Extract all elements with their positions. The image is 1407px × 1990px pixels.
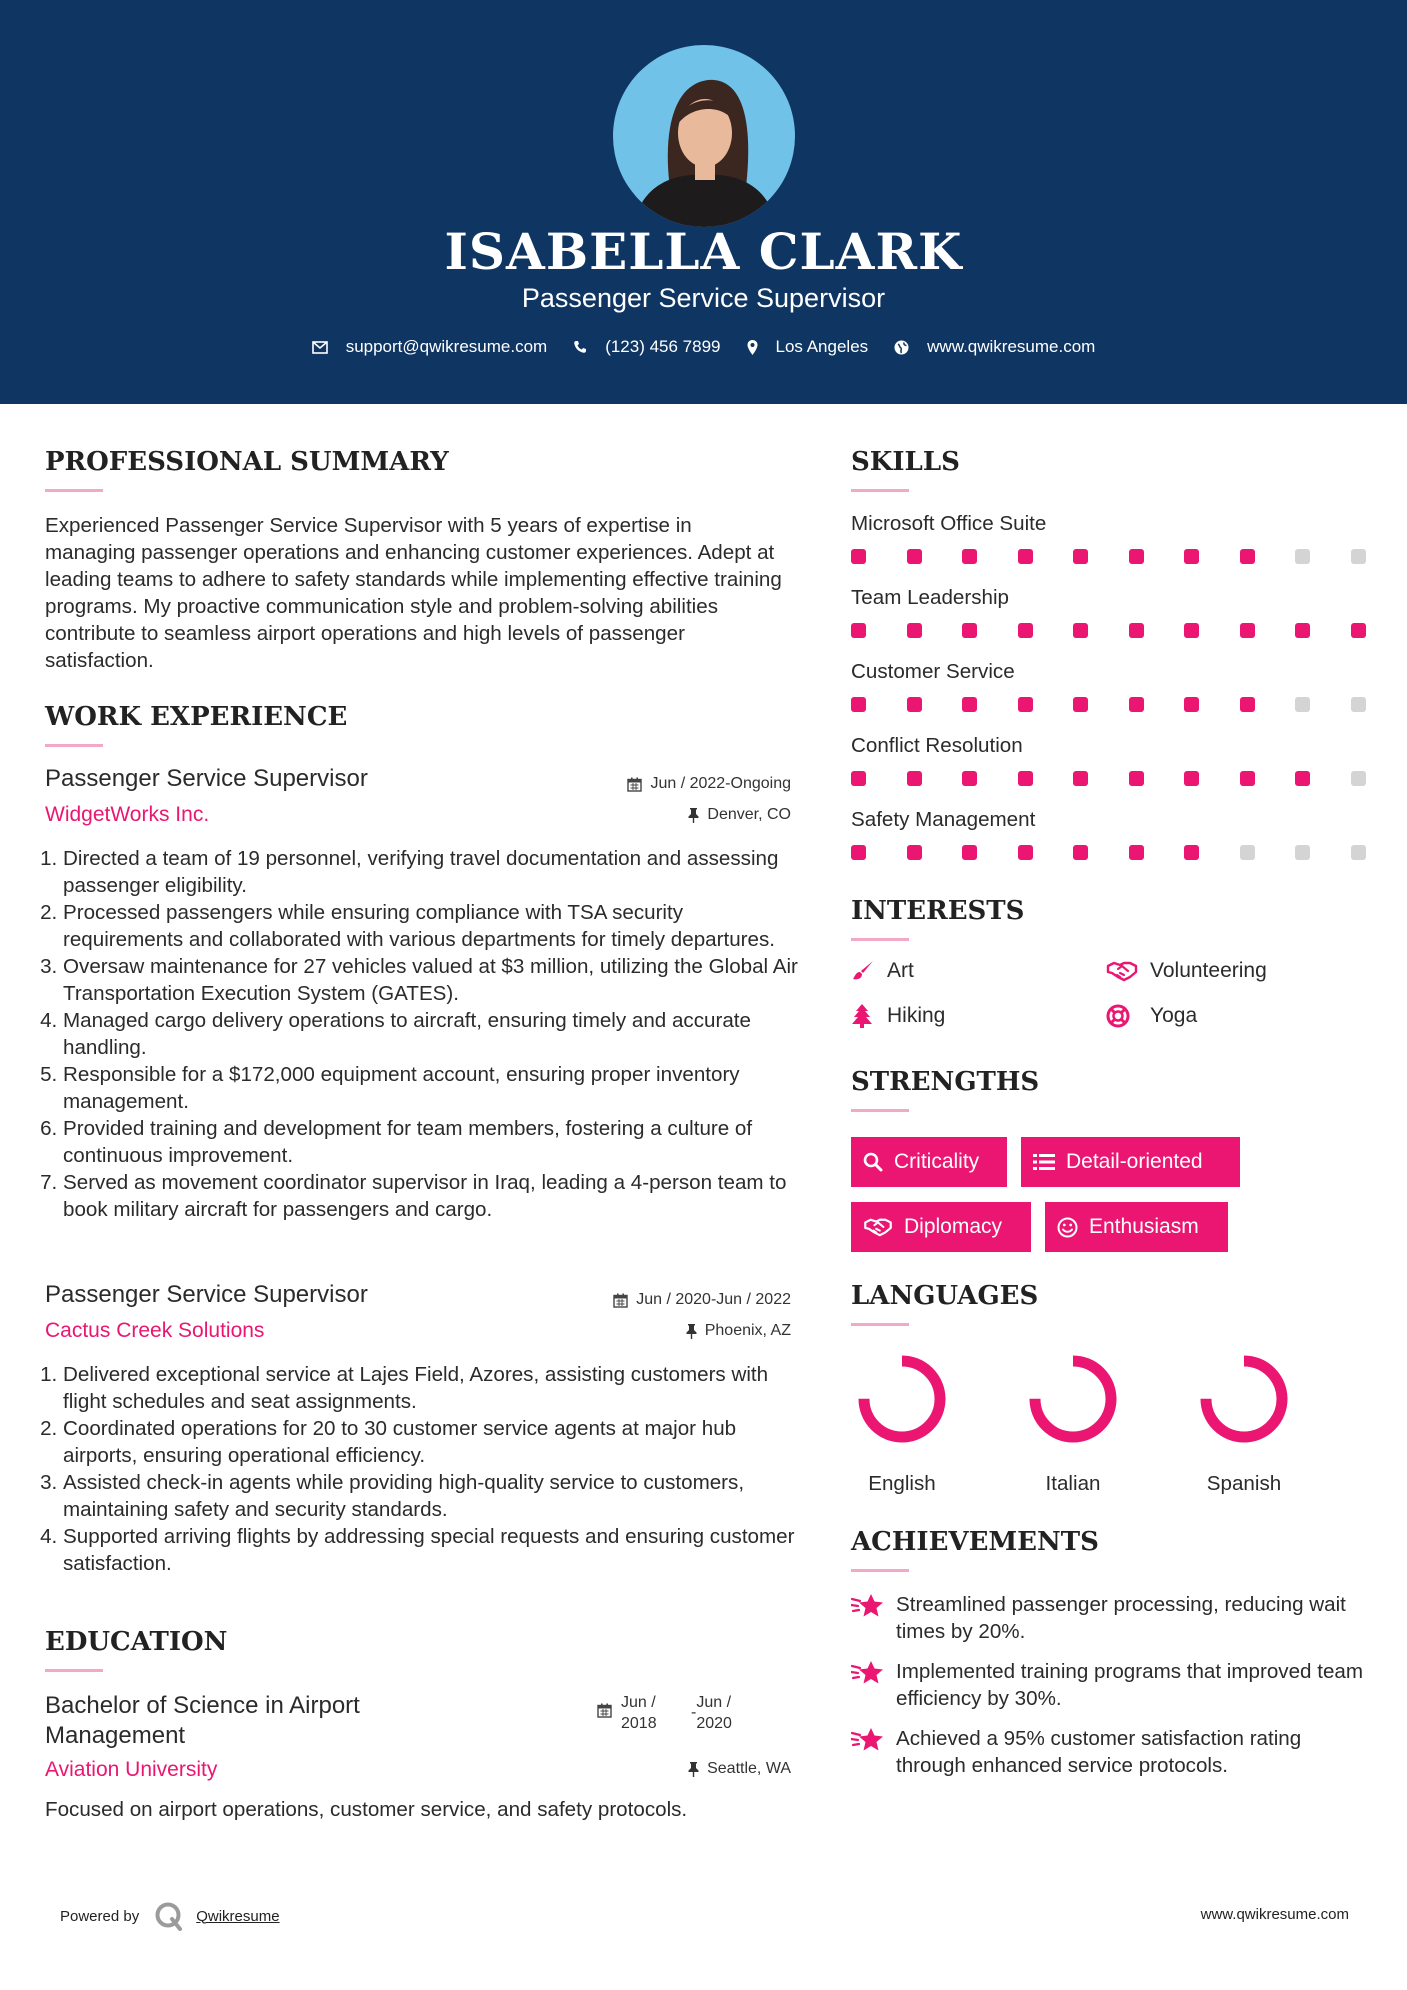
skill-dot-filled (1018, 623, 1033, 638)
location-pin-icon (747, 340, 758, 355)
skill-dot-filled (1240, 623, 1255, 638)
skill-dot-filled (1240, 771, 1255, 786)
language-item (1194, 1349, 1294, 1496)
qwikresume-link[interactable]: Qwikresume (196, 1907, 280, 1925)
list-item: 2. Processed passengers while ensuring compliance with TSA security requirements and collaborated with various departments for timely departures. (63, 899, 808, 953)
candidate-role: Passenger Service Supervisor (521, 283, 886, 313)
education-dates (597, 1692, 746, 1734)
skill-dot-filled (1129, 697, 1144, 712)
skill-dot-empty (1295, 845, 1310, 860)
company-name: Cactus Creek Solutions (45, 1319, 265, 1342)
skill-dot-filled (1018, 771, 1033, 786)
contact-website-text: www.qwikresume.com (927, 337, 1096, 356)
interest-art (851, 959, 914, 983)
education-start (621, 1692, 691, 1734)
job-dates-text: Jun / 2020-Jun / 2022 (636, 1291, 791, 1308)
skill-dot-empty (1240, 845, 1255, 860)
job-title: Passenger Service Supervisor (45, 765, 368, 792)
skill-dot-filled (1129, 771, 1144, 786)
language-ring (1023, 1349, 1123, 1449)
strength-label: Detail-oriented (1066, 1150, 1203, 1173)
skill-dot-filled (1018, 697, 1033, 712)
job-bullets (45, 1361, 808, 1577)
experience-rule (45, 744, 103, 747)
strength-tag-enthusiasm (1045, 1202, 1228, 1252)
list-item: 4. Supported arriving flights by addressing special requests and ensuring customer satisfaction. (63, 1523, 808, 1577)
job-title: Passenger Service Supervisor (45, 1281, 368, 1308)
list-icon (1033, 1153, 1055, 1171)
contact-phone[interactable] (573, 337, 720, 357)
calendar-icon (597, 1703, 612, 1718)
skill-level-dots (851, 623, 1406, 638)
skill-dot-filled (1351, 623, 1366, 638)
strengths-rule (851, 1109, 909, 1112)
skill-dot-filled (851, 771, 866, 786)
achievement-item (851, 1658, 1371, 1712)
interest-yoga (1106, 1004, 1197, 1028)
skill-dot-filled (907, 771, 922, 786)
paintbrush-icon (851, 959, 875, 983)
contact-email[interactable] (312, 337, 548, 357)
skill-dot-empty (1295, 549, 1310, 564)
language-level-arc (864, 1361, 940, 1437)
skill-dot-filled (1295, 771, 1310, 786)
education-description: Focused on airport operations, customer service, and safety protocols. (45, 1798, 688, 1821)
star-icon (851, 1727, 885, 1779)
skill-dot-empty (1351, 697, 1366, 712)
powered-by-text: Powered by (60, 1907, 140, 1925)
summary-rule (45, 489, 103, 492)
strengths-heading: STRENGTHS (851, 1067, 1040, 1097)
skill-dot-filled (907, 549, 922, 564)
skill-level-dots (851, 771, 1406, 786)
skill-dot-empty (1295, 697, 1310, 712)
contact-bar (0, 337, 1407, 357)
skill-dot-filled (962, 845, 977, 860)
skill-name: Team Leadership (851, 586, 1009, 609)
job-bullets (45, 845, 808, 1223)
skill-dot-filled (1018, 549, 1033, 564)
skill-dot-filled (1129, 845, 1144, 860)
summary-text: Experienced Passenger Service Supervisor with 5 years of expertise in managing passenger operations and enhancing customer experiences. Adept at leading teams to adhere to safety standards while implementing effective training programs. My proactive communication style and problem-solving abilities contribute to seamless airport operations and high levels of passenger satisfaction. (45, 514, 782, 672)
list-item: 7. Served as movement coordinator supervisor in Iraq, leading a 4-person team to book military aircraft for passengers and cargo. (63, 1169, 808, 1223)
education-rule (45, 1669, 103, 1672)
skill-dot-filled (1240, 549, 1255, 564)
contact-location-text: Los Angeles (775, 337, 869, 356)
education-heading: EDUCATION (45, 1627, 228, 1657)
interest-label: Hiking (887, 1004, 946, 1027)
contact-location (747, 337, 869, 357)
lifebuoy-icon (1106, 1004, 1138, 1028)
language-level-arc (1206, 1361, 1282, 1437)
calendar-icon (613, 1293, 628, 1308)
interests-rule (851, 938, 909, 941)
skills-rule (851, 489, 909, 492)
calendar-icon (627, 777, 642, 792)
envelope-icon (312, 341, 328, 354)
education-end (696, 1692, 746, 1734)
skill-dot-filled (1129, 549, 1144, 564)
search-icon (863, 1152, 883, 1172)
skill-dot-filled (851, 845, 866, 860)
skill-level-dots (851, 549, 1406, 564)
list-item: 1. Delivered exceptional service at Lajes Field, Azores, assisting customers with flight schedules and seat assignments. (63, 1361, 808, 1415)
skill-dot-filled (907, 845, 922, 860)
education-start-year: 2018 (621, 1715, 657, 1732)
language-level-arc (1035, 1361, 1111, 1437)
list-item: 3. Oversaw maintenance for 27 vehicles valued at $3 million, utilizing the Global Air Transportation Execution System (GATES). (63, 953, 808, 1007)
achievements-heading: ACHIEVEMENTS (851, 1527, 1099, 1557)
language-name: English (868, 1472, 936, 1495)
skill-dot-empty (1351, 549, 1366, 564)
skill-dot-filled (1018, 845, 1033, 860)
language-name: Spanish (1206, 1472, 1282, 1495)
smile-icon (1057, 1217, 1078, 1238)
skill-dot-filled (1184, 549, 1199, 564)
pushpin-icon (686, 1324, 697, 1339)
interest-label: Art (887, 959, 914, 982)
achievement-item (851, 1591, 1371, 1645)
skill-dot-filled (1184, 623, 1199, 638)
qwikresume-logo-icon (154, 1901, 184, 1931)
skill-dot-filled (907, 623, 922, 638)
achievement-text: Achieved a 95% customer satisfaction rating through enhanced service protocols. (896, 1727, 1302, 1777)
achievement-item (851, 1725, 1371, 1779)
skill-dot-filled (1073, 549, 1088, 564)
degree-title: Bachelor of Science in Airport Management (45, 1692, 360, 1749)
list-item: 4. Managed cargo delivery operations to aircraft, ensuring timely and accurate handling. (63, 1007, 808, 1061)
skill-dot-filled (1073, 771, 1088, 786)
pushpin-icon (688, 1762, 699, 1777)
interest-label: Yoga (1150, 1004, 1198, 1027)
skill-dot-filled (1073, 697, 1088, 712)
language-item (1023, 1349, 1123, 1496)
skill-name: Microsoft Office Suite (851, 512, 1047, 535)
language-name: Italian (1045, 1472, 1101, 1495)
skill-dot-filled (1184, 697, 1199, 712)
footer-powered-by (60, 1901, 280, 1931)
skill-dot-filled (1184, 845, 1199, 860)
job-location (686, 1322, 791, 1340)
school-name: Aviation University (45, 1758, 218, 1781)
handshake-icon (863, 1217, 893, 1237)
company-name: WidgetWorks Inc. (45, 803, 210, 826)
contact-phone-text: (123) 456 7899 (605, 337, 721, 356)
achievements-rule (851, 1569, 909, 1572)
job-dates (613, 1291, 791, 1309)
experience-heading: WORK EXPERIENCE (45, 702, 348, 732)
achievement-text: Implemented training programs that improved team efficiency by 30%. (896, 1660, 1364, 1710)
interest-hiking (851, 1004, 945, 1028)
star-icon (851, 1593, 885, 1645)
strength-label: Criticality (894, 1150, 980, 1173)
language-ring (1194, 1349, 1294, 1449)
interests-heading: INTERESTS (851, 896, 1025, 926)
skills-heading: SKILLS (851, 447, 960, 477)
skill-dot-empty (1351, 771, 1366, 786)
skill-dot-filled (1129, 623, 1144, 638)
skill-dot-filled (1073, 623, 1088, 638)
job-dates (627, 775, 791, 793)
skill-dot-filled (851, 549, 866, 564)
language-ring (852, 1349, 952, 1449)
resume-header (0, 0, 1407, 404)
skill-level-dots (851, 845, 1406, 860)
summary-heading: PROFESSIONAL SUMMARY (45, 447, 449, 477)
language-item (852, 1349, 952, 1496)
skill-dot-filled (851, 697, 866, 712)
interest-volunteering (1106, 959, 1267, 983)
education-end-month: Jun / (696, 1694, 732, 1711)
achievement-text: Streamlined passenger processing, reducing wait times by 20%. (896, 1593, 1346, 1643)
list-item: 3. Assisted check-in agents while providing high-quality service to customers, maintaining safety and security standards. (63, 1469, 808, 1523)
candidate-name: ISABELLA CLARK (444, 222, 963, 281)
pushpin-icon (688, 808, 699, 823)
star-icon (851, 1660, 885, 1712)
job-location-text: Denver, CO (707, 806, 791, 823)
list-item: 6. Provided training and development for team members, fostering a culture of continuous improvement. (63, 1115, 808, 1169)
education-location (688, 1760, 791, 1778)
strength-tag-criticality (851, 1137, 1007, 1187)
education-date-separator: - (691, 1704, 697, 1721)
skill-name: Customer Service (851, 660, 1015, 683)
education-start-month: Jun / (621, 1694, 656, 1711)
list-item: 5. Responsible for a $172,000 equipment account, ensuring proper inventory management. (63, 1061, 808, 1115)
skill-dot-empty (1351, 845, 1366, 860)
languages-rule (851, 1323, 909, 1326)
skill-name: Safety Management (851, 808, 1036, 831)
skill-dot-filled (1240, 697, 1255, 712)
skill-dot-filled (962, 623, 977, 638)
profile-photo (613, 45, 795, 227)
skill-dot-filled (962, 549, 977, 564)
job-location-text: Phoenix, AZ (704, 1322, 791, 1339)
skill-dot-filled (1073, 845, 1088, 860)
skill-dot-filled (962, 771, 977, 786)
tree-icon (851, 1004, 875, 1028)
skill-dot-filled (1295, 623, 1310, 638)
strength-label: Enthusiasm (1089, 1215, 1199, 1238)
list-item: 1. Directed a team of 19 personnel, verifying travel documentation and assessing passenger eligibility. (63, 845, 808, 899)
skill-dot-filled (851, 623, 866, 638)
strength-label: Diplomacy (904, 1215, 1003, 1238)
skill-dot-filled (907, 697, 922, 712)
skill-dot-filled (962, 697, 977, 712)
contact-email-text: support@qwikresume.com (345, 337, 548, 356)
skill-name: Conflict Resolution (851, 734, 1023, 757)
skill-level-dots (851, 697, 1406, 712)
contact-website[interactable] (894, 337, 1095, 357)
phone-icon (573, 340, 587, 354)
footer-website[interactable]: www.qwikresume.com (1200, 1906, 1349, 1923)
globe-icon (894, 340, 909, 355)
education-location-text: Seattle, WA (707, 1760, 791, 1777)
strength-tag-diplomacy (851, 1202, 1031, 1252)
job-dates-text: Jun / 2022-Ongoing (650, 775, 791, 792)
handshake-icon (1106, 960, 1138, 982)
interest-label: Volunteering (1150, 959, 1267, 982)
skill-dot-filled (1184, 771, 1199, 786)
languages-heading: LANGUAGES (851, 1281, 1039, 1311)
strength-tag-detail-oriented (1021, 1137, 1240, 1187)
list-item: 2. Coordinated operations for 20 to 30 customer service agents at major hub airports, ensuring operational efficiency. (63, 1415, 808, 1469)
job-location (688, 806, 791, 824)
education-end-year: 2020 (696, 1715, 732, 1732)
